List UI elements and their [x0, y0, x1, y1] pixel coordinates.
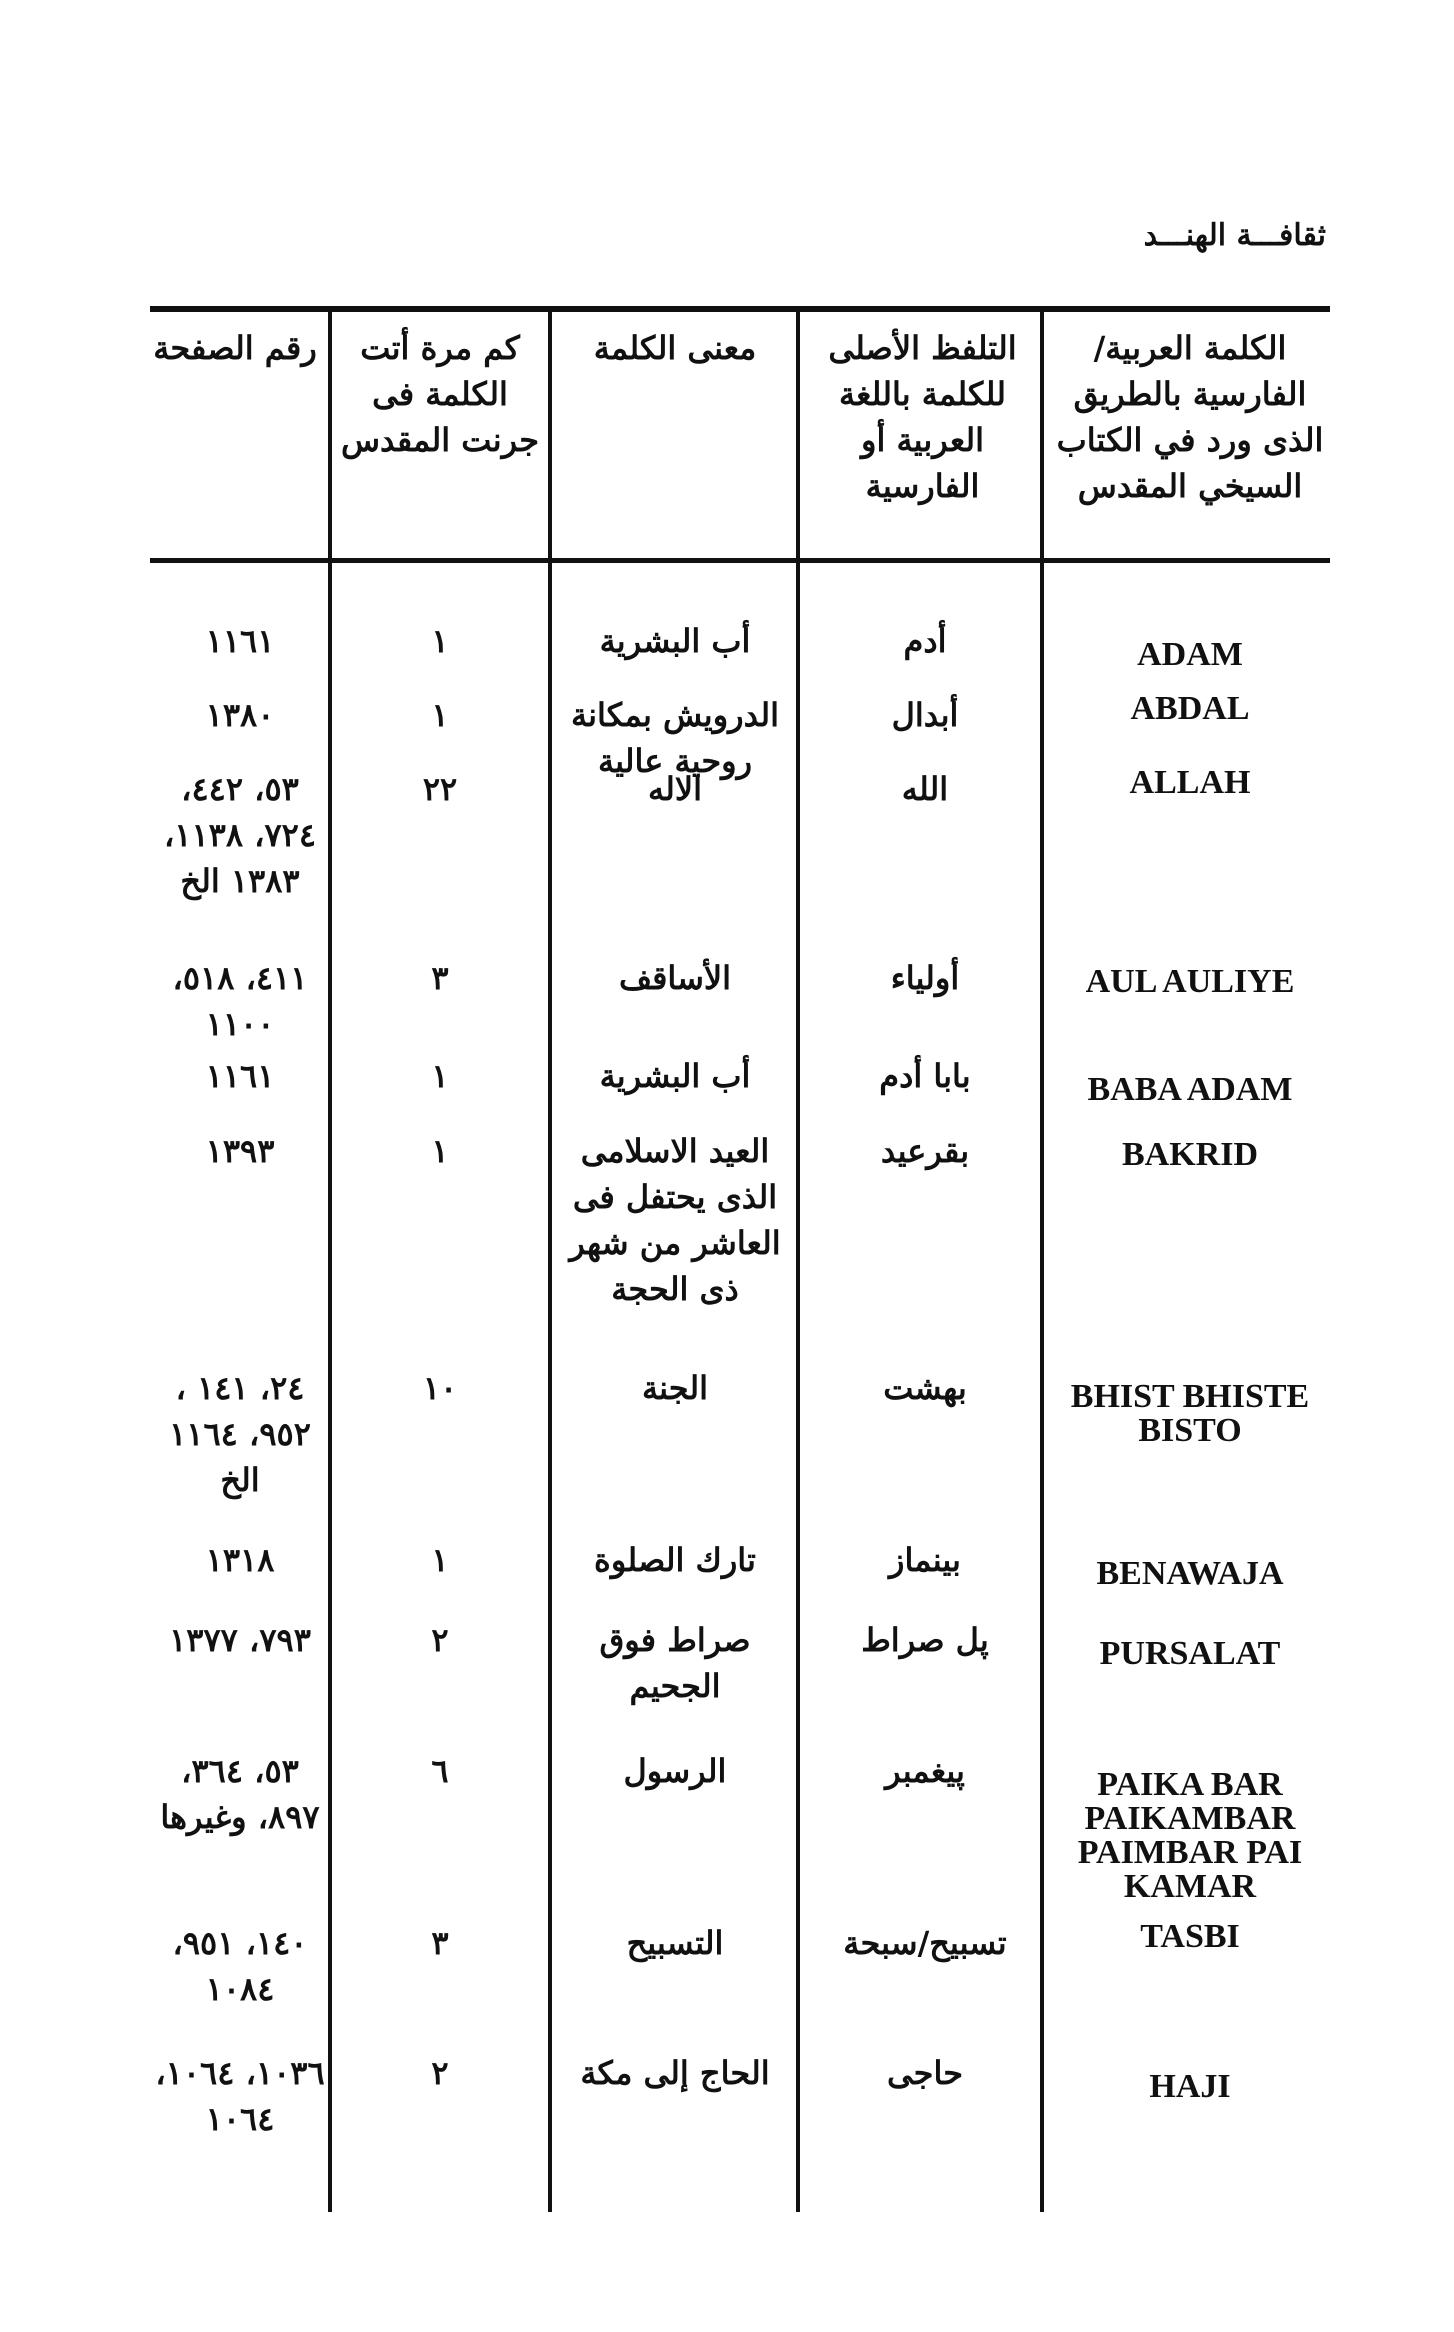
cell-page: ١٠٣٦، ١٠٦٤، ١٠٦٤ [155, 2054, 325, 2138]
cell-page: ١١٦١ [205, 1057, 275, 1095]
cell-word: BHIST BHISTE BISTO [1070, 1378, 1310, 1449]
cell-word: ADAM [1137, 636, 1243, 673]
cell-pronunciation: بينماز [889, 1541, 961, 1579]
top-rule [150, 306, 1330, 312]
cell-pronunciation: پيغمبر [885, 1752, 965, 1790]
cell-count: ١ [431, 622, 449, 660]
cell-page: ١١٦١ [205, 622, 275, 660]
cell-pronunciation: أدم [903, 622, 947, 660]
cell-page: ٥٣، ٤٤٢، ٧٢٤، ١١٣٨، ١٣٨٣ الخ [163, 770, 317, 900]
cell-meaning: الأساقف [618, 959, 732, 997]
cell-count: ٦ [431, 1752, 449, 1790]
header-count: كم مرة أتت الكلمة فى جرنت المقدس [340, 329, 540, 459]
cell-page: ٤١١، ٥١٨، ١١٠٠ [172, 959, 308, 1043]
cell-count: ١ [431, 1541, 449, 1579]
cell-count: ٢٢ [422, 770, 458, 808]
cell-meaning: تارك الصلوة [594, 1541, 756, 1579]
cell-word: BAKRID [1121, 1136, 1259, 1173]
running-head: ثقافـــة الهنـــد [1143, 218, 1326, 253]
header-page: رقم الصفحة [153, 329, 317, 367]
cell-page: ٥٣، ٣٦٤، ٨٩٧، وغيرها [160, 1752, 320, 1836]
cell-word: ABDAL [1130, 690, 1250, 727]
cell-word: HAJI [1149, 2068, 1231, 2105]
cell-meaning: الدرويش بمكانة روحية عالية [570, 696, 780, 780]
cell-word: PURSALAT [1099, 1635, 1281, 1672]
cell-page: ٢٤، ١٤١ ، ٩٥٢، ١١٦٤ الخ [169, 1369, 311, 1499]
cell-page: ١٣١٨ [205, 1541, 275, 1579]
cell-word: AUL AULIYE [1085, 963, 1295, 1000]
header-word: الكلمة العربية/الفارسية بالطريق الذى ورد في الكتاب السيخي المقدس [1056, 329, 1324, 505]
cell-count: ٢ [431, 1621, 449, 1659]
cell-pronunciation: أولياء [890, 959, 960, 997]
cell-word: BENAWAJA [1096, 1555, 1284, 1592]
cell-meaning: الجنة [641, 1369, 709, 1407]
cell-pronunciation: بابا أدم [879, 1057, 971, 1095]
header-rule [150, 558, 1330, 563]
cell-meaning: أب البشرية [599, 1057, 751, 1095]
column-divider [796, 312, 800, 2212]
cell-pronunciation: بهشت [883, 1369, 967, 1407]
cell-count: ٣ [431, 959, 449, 997]
cell-word: TASBI [1140, 1918, 1240, 1955]
cell-word: PAIKA BAR PAIKAMBAR PAIMBAR PAI KAMAR [1077, 1766, 1303, 1905]
cell-pronunciation: بقرعيد [880, 1132, 970, 1170]
cell-pronunciation: أبدال [891, 696, 959, 734]
cell-count: ٣ [431, 1924, 449, 1962]
column-divider [1040, 312, 1044, 2212]
cell-page: ١٣٨٠ [205, 696, 275, 734]
cell-meaning: العيد الاسلامى الذى يحتفل فى العاشر من شهر ذى الحجة [569, 1132, 781, 1308]
cell-count: ٢ [431, 2054, 449, 2092]
cell-meaning: الرسول [623, 1752, 727, 1790]
cell-meaning: الاله [647, 770, 703, 808]
header-meaning: معنى الكلمة [593, 329, 757, 367]
cell-meaning: صراط فوق الجحيم [599, 1621, 751, 1705]
cell-pronunciation: تسبيح/سبحة [843, 1924, 1007, 1962]
cell-page: ١٤٠، ٩٥١، ١٠٨٤ [172, 1924, 308, 2008]
cell-page: ١٣٩٣ [205, 1132, 275, 1170]
cell-meaning: الحاج إلى مكة [580, 2054, 770, 2092]
header-pronunciation: التلفظ الأصلى للكلمة باللغة العربية أو الفارسية [828, 329, 1017, 505]
cell-count: ١٠ [422, 1369, 458, 1407]
cell-page: ٧٩٣، ١٣٧٧ [169, 1621, 311, 1659]
cell-count: ١ [431, 696, 449, 734]
column-divider [548, 312, 552, 2212]
cell-word: ALLAH [1129, 764, 1251, 801]
cell-word: BABA ADAM [1087, 1071, 1293, 1108]
cell-count: ١ [431, 1057, 449, 1095]
cell-pronunciation: الله [901, 770, 949, 808]
cell-pronunciation: حاجى [887, 2054, 963, 2092]
cell-pronunciation: پل صراط [861, 1621, 989, 1659]
cell-meaning: التسبيح [626, 1924, 724, 1962]
cell-count: ١ [431, 1132, 449, 1170]
cell-meaning: أب البشرية [599, 622, 751, 660]
